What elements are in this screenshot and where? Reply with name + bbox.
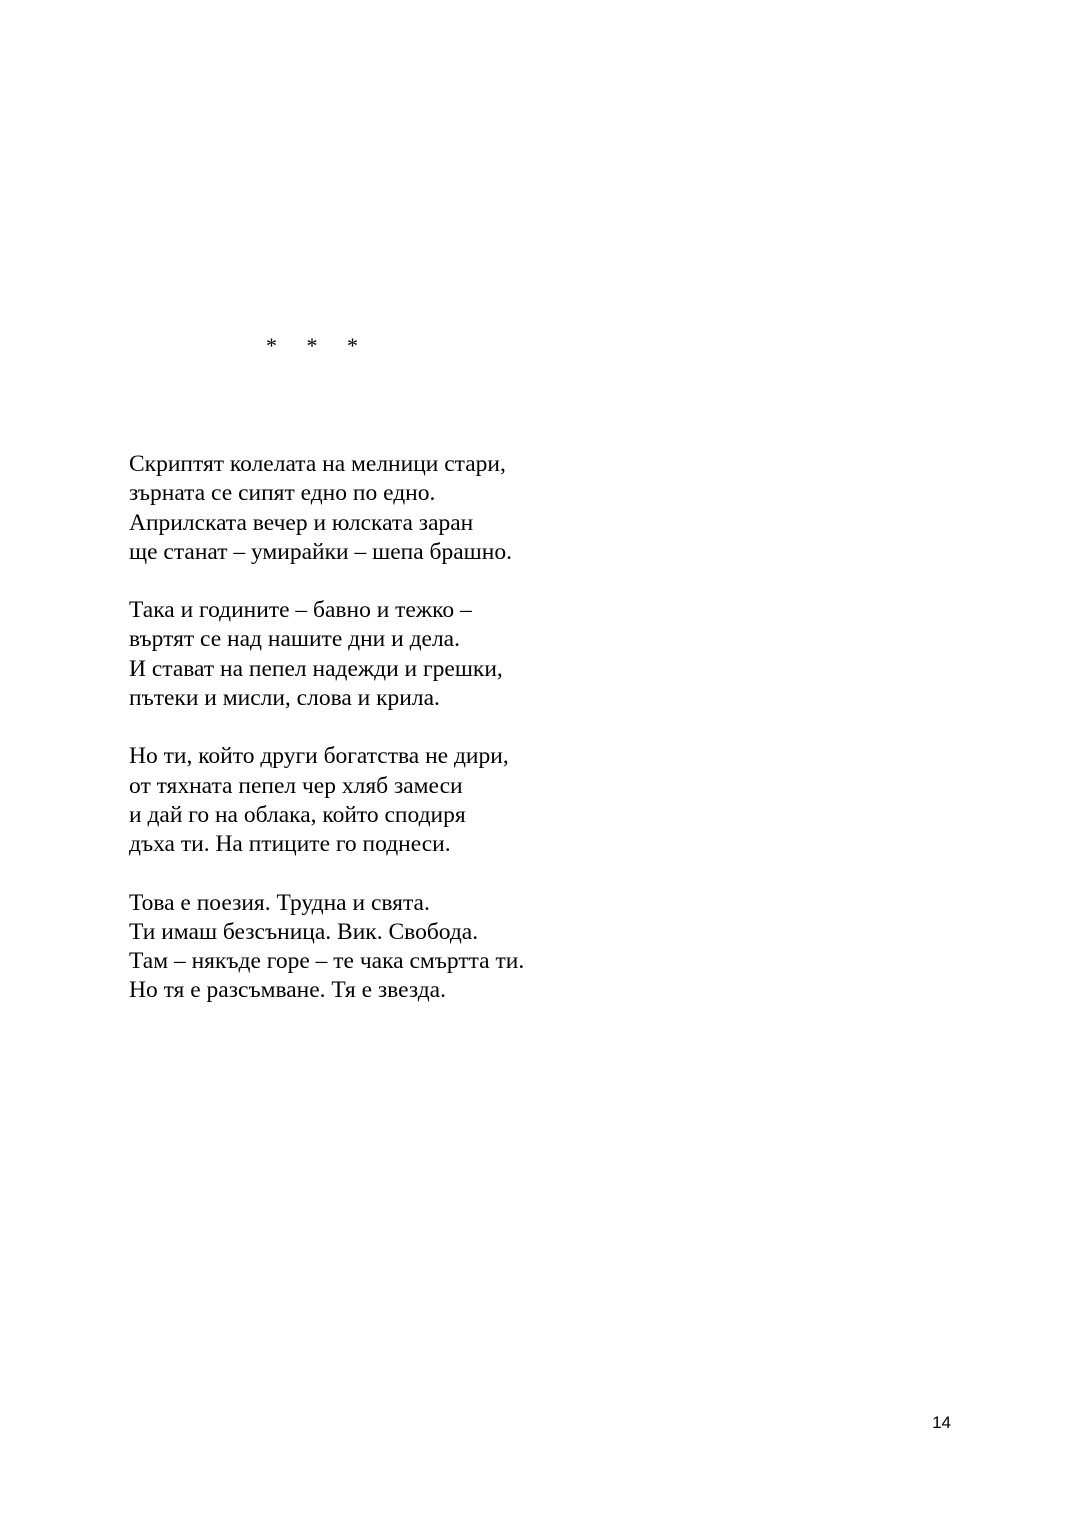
poem-line: и дай го на облака, който сподиря [129, 801, 466, 828]
poem-line: Това е поезия. Трудна и свята. [129, 889, 430, 916]
poem-line: ще станат – умирайки – шепа брашно. [129, 538, 512, 565]
stanza-2 [129, 596, 849, 713]
stanza-1 [129, 450, 849, 567]
page-number: 14 [932, 1413, 951, 1432]
poem-line: дъха ти. На птиците го поднеси. [129, 831, 451, 858]
section-ornament: * * * [266, 333, 370, 358]
poem-line: Така и годините – бавно и тежко – [129, 597, 472, 624]
poem-line: Но тя е разсъмване. Тя е звезда. [129, 977, 446, 1004]
poem-line: зърната се сипят едно по едно. [129, 480, 436, 507]
poem-line: пътеки и мисли, слова и крила. [129, 685, 440, 712]
stanza-4 [129, 889, 849, 1006]
poem-line: от тяхната пепел чер хляб замеси [129, 772, 463, 799]
poem-line: Ти имаш безсъница. Вик. Свобода. [129, 918, 479, 945]
poem-line: И стават на пепел надежди и грешки, [129, 655, 503, 682]
poem-line: въртят се над нашите дни и дела. [129, 626, 460, 653]
poem-line: Но ти, който други богатства не дири, [129, 743, 509, 770]
poem-line: Там – някъде горе – те чака смъртта ти. [129, 948, 525, 975]
poem-body [129, 450, 849, 1035]
poem-line: Скриптят колелата на мелници стари, [129, 451, 506, 477]
poem-line: Априлската вечер и юлската заран [129, 509, 474, 536]
stanza-3 [129, 742, 849, 859]
